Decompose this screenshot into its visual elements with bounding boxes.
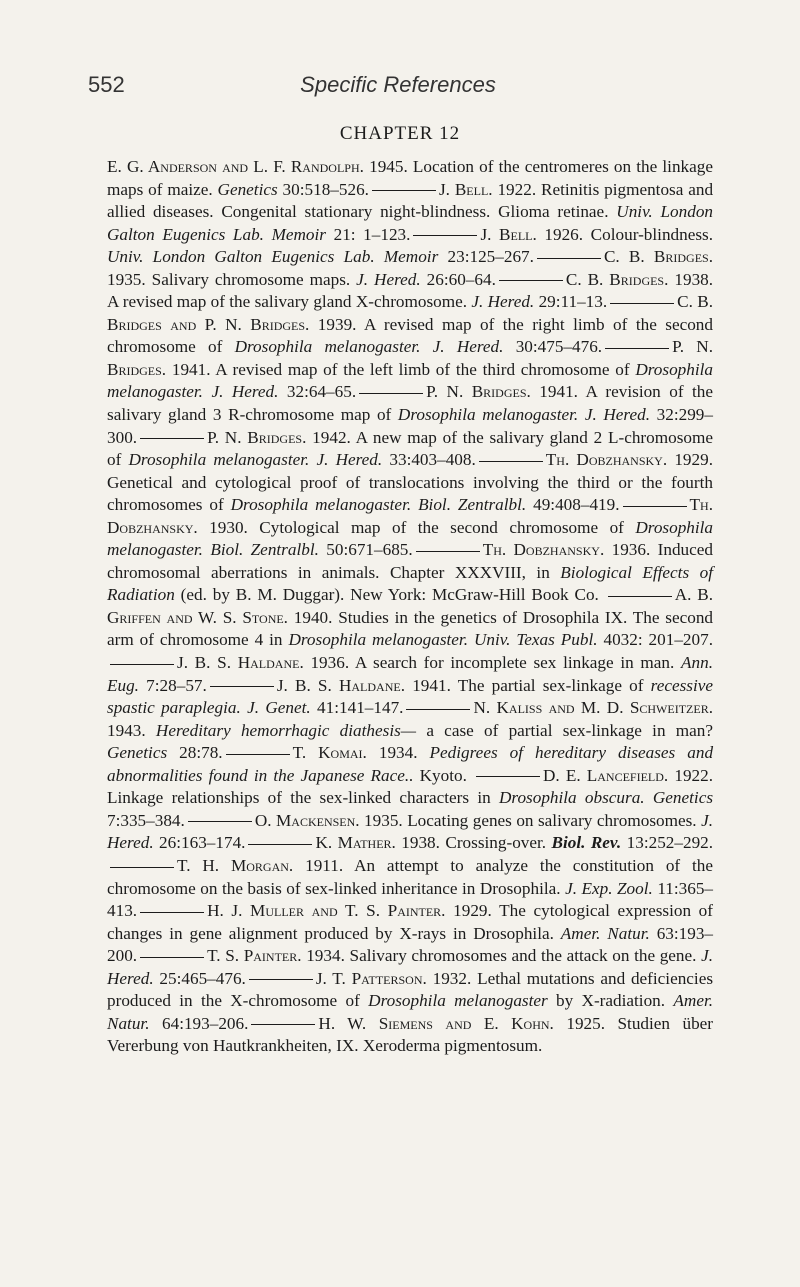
reference-title: Salivary chromosome maps. [151,269,351,289]
reference-year: 1942. [312,427,351,447]
reference-authors: P. N. Bridges. [207,427,307,447]
reference-italic-title: Drosophila melanogaster. [230,495,412,515]
reference-volume-pages: 26:60–64. [426,269,496,289]
reference-year: 1940. [293,607,333,627]
reference-year: 1930. [209,517,248,537]
reference-title: A revised map of the right limb of the second chromosome of [107,314,713,357]
reference-title: Crossing-over. [445,833,547,853]
reference-volume-pages: 30:518–526. [282,179,369,199]
reference-authors: J. B. S. Haldane. [177,653,304,673]
reference-separator-dash [476,776,540,777]
reference-separator-dash [372,190,436,191]
running-head: Specific References [300,72,496,97]
reference-authors: T. H. Morgan. [177,855,294,875]
reference-authors: H. W. Siemens and E. Kohn. [318,1013,554,1033]
reference-journal: J. Hered. [356,269,421,289]
reference-authors: J. Bell. [480,224,537,244]
reference-year: 1934. [378,743,418,763]
reference-title: Studien über Vererbung von Hautkrankheiten, IX. Xeroderma pigmentosum. [107,1013,714,1056]
reference-italic-title: Pedigrees of hereditary diseases and abnormalities found in the Japanese Race.. [107,743,714,785]
reference-authors: Th. Dobzhansky. [482,540,605,560]
reference-year: 1929. [674,450,713,470]
reference-year: 1938. [401,833,440,853]
page-number: 552 [88,72,125,97]
chapter-title: CHAPTER 12 [339,123,461,144]
reference-volume-pages: 30:475–476. [515,337,603,357]
reference-separator-dash [248,844,312,845]
reference-authors: T. Komai. [292,743,367,763]
reference-italic-title: Drosophila melanogaster. [128,450,310,470]
reference-title-tail: by X-radiation. [556,991,666,1011]
reference-italic-title: Drosophila melanogaster. [107,517,714,560]
reference-title: The partial sex-linkage of [457,675,644,695]
reference-title: Studies in the genetics of Drosophila IX. The second arm of chromosome 4 in [107,607,714,650]
reference-separator-dash [479,461,543,462]
reference-separator-dash [413,235,477,236]
reference-authors: J. Bell. [438,179,493,199]
reference-authors: P. N. Bridges. [426,382,531,402]
reference-volume-pages: 4032: 201–207. [603,630,714,650]
reference-volume-pages: 64:193–206. [162,1013,249,1033]
reference-volume-pages: 7:28–57. [146,675,207,695]
reference-authors: C. B. Bridges. [603,247,714,267]
reference-year: 1925. [566,1013,606,1033]
reference-journal: J. Hered. [107,946,714,988]
reference-separator-dash [210,686,274,687]
reference-volume-pages: 21: 1–123. [333,224,411,244]
reference-separator-dash [499,280,563,281]
reference-year: 1922. [674,765,714,785]
reference-authors: E. G. Anderson and L. F. Randolph. [107,157,364,176]
reference-year: 1939. [317,314,357,334]
reference-journal: Amer. Natur. [560,923,650,943]
reference-title: Locating genes on salivary chromosomes. [407,810,697,830]
reference-year: 1911. [305,855,344,875]
reference-journal: J. Hered. [432,337,504,357]
reference-title: Genetical and cytological proof of translocations involving the third or the fourth chromosomes of [107,472,713,515]
reference-year: 1941. [171,359,211,379]
reference-journal: Ann. Eug. [107,653,714,695]
reference-italic-title: Hereditary hemorrhagic diathesis— [155,720,417,740]
reference-title: A revision of the salivary gland 3 R-chromosome map of [107,382,714,425]
reference-authors: Th. Dobzhansky. [107,495,713,537]
reference-separator-dash [140,957,204,958]
reference-year: 1941. [539,382,578,402]
reference-journal: J. Genet. [247,698,311,718]
reference-italic-title: Drosophila obscura. [498,788,645,808]
reference-separator-dash [610,303,674,304]
reference-year: 1935. [364,810,403,830]
reference-volume-pages: 23:125–267. [447,247,534,267]
reference-title: A revised map of the salivary gland X-chromosome. [107,292,468,312]
reference-title: Linkage relationships of the sex-linked characters in [107,788,491,808]
reference-italic-title: Drosophila melanogaster. [288,630,469,650]
reference-italic-title: Biological Effects of Radiation [107,562,713,605]
reference-volume-pages: 7:335–384. [107,810,185,830]
reference-title: An attempt to analyze the constitution of the chromosome on the basis of sex-linked inheritance in Drosophila. [107,855,714,898]
reference-title: Colour-blindness. [590,224,714,244]
references-paragraph [107,156,713,1058]
reference-journal: Genetics [652,788,714,808]
reference-authors: J. T. Patterson. [315,968,427,988]
reference-volume-pages: 13:252–292. [626,833,714,853]
reference-volume-pages: 32:64–65. [286,382,357,402]
reference-italic-title: recessive spastic paraplegia. [107,675,713,718]
reference-journal: Biol. Zentralbl. [418,495,527,515]
reference-journal: J. Hered. [316,450,383,470]
reference-authors: D. E. Lancefield. [543,765,669,785]
reference-journal: J. Exp. Zool. [565,878,653,898]
reference-year: 1943. [107,720,146,740]
reference-title-tail: Kyoto. [419,765,467,785]
reference-title-tail: (ed. by B. M. Duggar). New York: McGraw-Hill Book Co. [180,585,599,605]
reference-volume-pages: 29:11–13. [538,292,608,312]
reference-title: Cytological map of the second chromosome of [259,517,624,537]
reference-separator-dash [249,979,313,980]
reference-journal: Genetics [107,743,168,763]
reference-journal: J. Hered. [471,292,535,312]
reference-authors: C. B. Bridges and P. N. Bridges. [107,292,713,334]
reference-authors: O. Mackensen. [254,810,360,830]
reference-authors: C. B. Bridges. [565,269,669,289]
reference-volume-pages: 41:141–147. [317,698,404,718]
reference-authors: T. S. Painter. [207,946,302,966]
reference-journal: J. Hered. [584,405,651,425]
reference-journal: Univ. London Galton Eugenics Lab. Memoir [107,247,439,267]
reference-volume-pages: 63:193–200. [107,923,714,966]
reference-authors: J. B. S. Haldane. [276,675,405,695]
reference-authors: H. J. Muller and T. S. Painter. [207,901,446,921]
reference-volume-pages: 25:465–476. [159,968,246,988]
reference-title: Location of the centromeres on the linkage maps of maize. [107,157,713,199]
reference-volume-pages: 50:671–685. [326,540,413,560]
reference-italic-title: Drosophila melanogaster [368,991,548,1011]
reference-journal: J. Hered. [211,382,279,402]
reference-italic-title: Drosophila melanogaster. [234,337,421,357]
reference-title: A new map of the salivary gland 2 L-chromosome of [107,427,713,470]
reference-volume-pages: 49:408–419. [533,495,620,515]
reference-volume-pages: 28:78. [179,743,223,763]
reference-title: A search for incomplete sex linkage in man. [354,653,675,673]
reference-authors: A. B. Griffen and W. S. Stone. [107,585,713,627]
reference-italic-title: Drosophila melanogaster. [107,359,714,402]
reference-journal: Univ. London Galton Eugenics Lab. Memoir [107,202,714,244]
reference-year: 1926. [544,224,584,244]
reference-separator-dash [605,348,669,349]
reference-year: 1936. [611,540,651,560]
reference-year: 1936. [310,653,350,673]
reference-journal: Genetics [217,179,278,199]
reference-journal: Biol. Zentralbl. [210,540,319,560]
reference-volume-pages: 11:365–413. [107,878,714,921]
reference-year: 1929. [453,901,492,921]
reference-separator-dash [188,821,252,822]
reference-separator-dash [110,867,174,868]
reference-authors: K. Mather. [315,833,396,853]
reference-journal: Biol. Rev. [551,833,622,853]
reference-separator-dash [359,393,423,394]
reference-year: 1945. [369,157,408,176]
reference-journal: J. Hered. [107,810,714,853]
reference-title-tail: a case of partial sex-linkage in man? [426,720,714,740]
reference-year: 1941. [412,675,451,695]
reference-journal: Amer. Natur. [107,991,714,1033]
reference-separator-dash [140,438,204,439]
reference-italic-title: Drosophila melanogaster. [397,405,579,425]
reference-year: 1938. [674,269,714,289]
reference-separator-dash [416,551,480,552]
reference-volume-pages: 32:299–300. [107,405,713,447]
reference-title: Retinitis pigmentosa and allied diseases. Congenital stationary night-blindness. Glioma retinae. [107,179,714,222]
reference-separator-dash [110,664,174,665]
reference-authors: Th. Dobzhansky. [545,450,668,470]
reference-journal: Univ. Texas Publ. [473,630,598,650]
reference-separator-dash [623,506,687,507]
reference-year: 1922. [497,179,537,199]
page-header [88,72,708,104]
reference-year: 1932. [432,968,472,988]
reference-title: Induced chromosomal aberrations in animals. Chapter XXXVIII, in [107,540,713,582]
reference-title: The cytological expression of changes in gene alignment produced by X-rays in Drosophila. [107,901,713,943]
reference-separator-dash [226,754,290,755]
reference-volume-pages: 33:403–408. [389,450,476,470]
reference-authors: N. Kaliss and M. D. Schweitzer. [473,698,714,718]
reference-title: A revised map of the left limb of the third chromosome of [215,359,630,379]
reference-volume-pages: 26:163–174. [159,833,246,853]
reference-year: 1934. [306,946,345,966]
reference-separator-dash [537,258,601,259]
reference-title: Salivary chromosomes and the attack on the gene. [349,946,697,966]
reference-separator-dash [140,912,204,913]
reference-year: 1935. [107,269,146,289]
reference-title: Lethal mutations and deficiencies produced in the X-chromosome of [107,968,714,1011]
reference-authors: P. N. Bridges. [107,337,713,379]
reference-separator-dash [406,709,470,710]
reference-separator-dash [608,596,672,597]
reference-separator-dash [251,1024,315,1025]
